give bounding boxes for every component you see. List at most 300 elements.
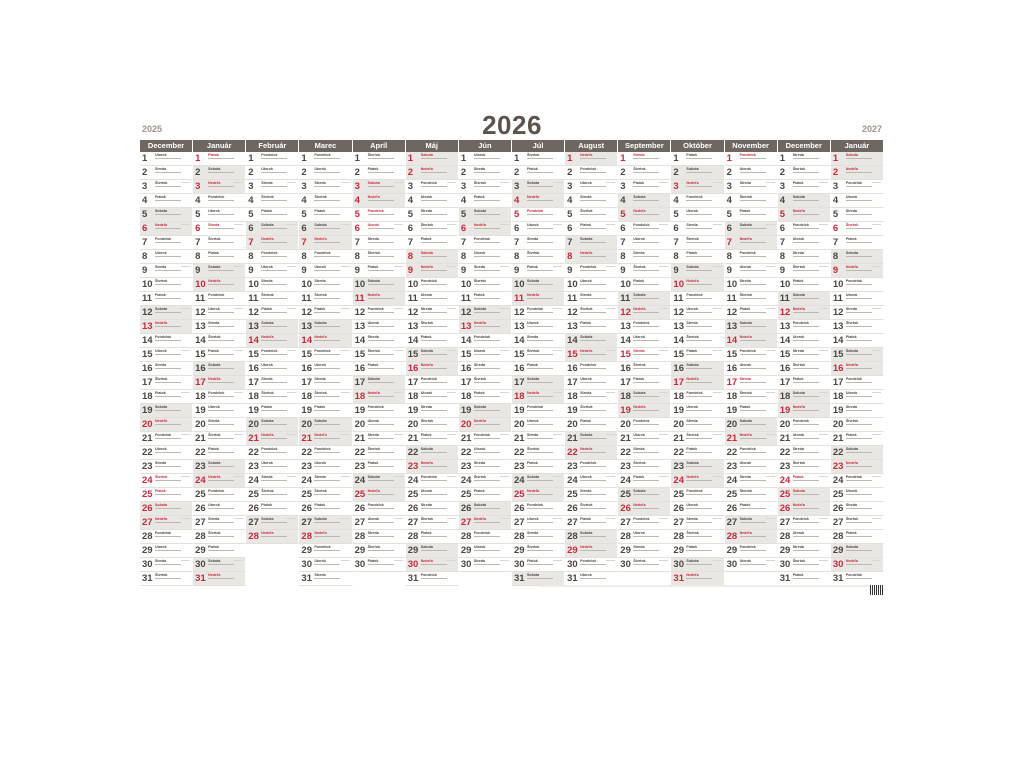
day-cell (353, 488, 406, 502)
day-cell (725, 376, 778, 390)
nameday-text (793, 326, 819, 327)
weekday-name: Utorok (261, 461, 273, 465)
weekday-name: Sobota (580, 335, 593, 339)
day-number: 14 (460, 335, 472, 346)
weekday-name: Nedeľa (633, 503, 646, 507)
day-number: 2 (248, 167, 254, 178)
day-number: 18 (673, 391, 684, 402)
nameday-text (580, 382, 606, 383)
weekday-name: Utorok (367, 419, 380, 423)
weekday-name: Nedeľa (580, 545, 593, 549)
weekday-name: Utorok (155, 153, 167, 157)
day-number: 19 (726, 405, 738, 416)
day-number: 7 (248, 237, 254, 248)
weekday-name: Piatok (633, 377, 645, 381)
weekday-name: Utorok (686, 307, 699, 311)
day-number: 9 (142, 265, 148, 276)
day-number: 13 (142, 321, 153, 332)
weekday-name: Štvrtok (739, 293, 752, 297)
day-cell (353, 530, 406, 544)
day-cell (725, 194, 778, 208)
nameday-text (261, 438, 287, 439)
weekday-name: Štvrtok (420, 419, 434, 423)
day-cell (565, 488, 618, 502)
day-cell (778, 166, 831, 180)
nameday-text (527, 508, 553, 509)
day-cell (618, 446, 671, 460)
day-number: 17 (142, 377, 153, 388)
nameday-text (527, 242, 553, 243)
weekday-name: Nedeľa (845, 559, 859, 563)
cell-fine-print (287, 182, 296, 183)
day-cell (512, 264, 565, 278)
day-cell (406, 320, 459, 334)
day-cell (778, 152, 831, 166)
weekday-name: Sobota (420, 153, 433, 157)
weekday-name: Sobota (420, 251, 433, 255)
day-cell (193, 250, 246, 264)
nameday-text (580, 326, 606, 327)
day-cell (406, 166, 459, 180)
day-number: 25 (248, 489, 259, 500)
day-cell (618, 208, 671, 222)
weekday-name: Štvrtok (580, 405, 593, 409)
weekday-name: Piatok (580, 223, 591, 227)
nameday-text (421, 382, 447, 383)
day-number: 13 (195, 321, 206, 332)
month-column (725, 140, 778, 572)
day-number: 4 (142, 195, 148, 206)
nameday-text (474, 200, 500, 201)
nameday-text (580, 298, 606, 299)
day-cell (565, 474, 618, 488)
weekday-name: Pondelok (527, 307, 544, 311)
day-cell (193, 292, 246, 306)
nameday-text (793, 214, 819, 215)
nameday-text (474, 256, 500, 257)
day-number: 1 (726, 153, 732, 164)
day-cell (778, 390, 831, 404)
nameday-text (686, 200, 712, 201)
cell-fine-print (287, 518, 296, 519)
nameday-text (740, 396, 766, 397)
day-number: 17 (673, 377, 684, 388)
weekday-name: Sobota (633, 293, 646, 297)
weekday-name: Pondelok (261, 153, 278, 157)
day-number: 1 (142, 153, 148, 164)
day-cell (778, 348, 831, 362)
weekday-name: Streda (261, 279, 273, 283)
day-cell (565, 390, 618, 404)
nameday-text (633, 298, 659, 299)
nameday-text (793, 200, 819, 201)
month-header: September (618, 140, 671, 152)
weekday-name: Utorok (155, 545, 167, 549)
nameday-text (740, 228, 766, 229)
weekday-name: Streda (208, 419, 220, 423)
weekday-name: Štvrtok (792, 363, 806, 367)
cell-fine-print (766, 350, 775, 351)
weekday-name: Utorok (633, 335, 645, 339)
day-cell (140, 418, 193, 432)
day-number: 9 (726, 265, 732, 276)
weekday-name: Streda (367, 531, 379, 535)
nameday-text (580, 550, 606, 551)
day-cell (299, 236, 352, 250)
weekday-name: Pondelok (633, 321, 650, 325)
weekday-name: Utorok (792, 531, 805, 535)
weekday-name: Streda (580, 489, 592, 493)
month-header: December (778, 140, 831, 152)
weekday-name: Štvrtok (739, 489, 752, 493)
weekday-name: Streda (261, 377, 273, 381)
nameday-text (421, 326, 447, 327)
day-number: 16 (301, 363, 312, 374)
nameday-text (793, 298, 819, 299)
nameday-text (740, 312, 766, 313)
day-number: 23 (832, 461, 844, 472)
day-cell (831, 236, 884, 250)
day-number: 30 (832, 559, 844, 570)
nameday-text (155, 550, 181, 551)
weekday-name: Utorok (367, 517, 380, 521)
day-cell (778, 502, 831, 516)
day-cell (193, 390, 246, 404)
day-cell (725, 558, 778, 572)
nameday-text (155, 508, 181, 509)
weekday-name: Štvrtok (367, 545, 380, 549)
day-number: 29 (726, 545, 738, 556)
nameday-text (633, 312, 659, 313)
nameday-text (368, 354, 394, 355)
day-cell (246, 404, 299, 418)
nameday-text (846, 578, 872, 579)
day-cell (299, 418, 352, 432)
day-cell (406, 418, 459, 432)
day-number: 10 (832, 279, 844, 290)
nameday-text (155, 396, 181, 397)
day-cell (725, 474, 778, 488)
weekday-name: Pondelok (845, 475, 863, 479)
month-header: Január (193, 140, 246, 152)
nameday-text (846, 270, 872, 271)
cell-fine-print (713, 266, 722, 267)
nameday-text (314, 494, 340, 495)
day-number: 2 (514, 167, 520, 178)
day-cell (618, 306, 671, 320)
weekday-name: Štvrtok (208, 433, 221, 437)
day-number: 27 (673, 517, 684, 528)
weekday-name: Sobota (739, 517, 752, 521)
month-header: Máj (406, 140, 459, 152)
day-cell (246, 530, 299, 544)
day-cell (618, 460, 671, 474)
weekday-name: Nedeľa (314, 531, 327, 535)
weekday-name: Sobota (208, 167, 221, 171)
weekday-name: Nedeľa (527, 293, 540, 297)
cell-fine-print (713, 182, 722, 183)
day-cell (618, 362, 671, 376)
day-cell (831, 418, 884, 432)
day-number: 17 (301, 377, 312, 388)
day-cell (140, 250, 193, 264)
day-cell (406, 362, 459, 376)
nameday-text (793, 284, 819, 285)
day-number: 24 (248, 475, 259, 486)
weekday-name: Nedeľa (473, 223, 487, 227)
weekday-name: Štvrtok (367, 251, 380, 255)
nameday-text (155, 564, 181, 565)
day-number: 19 (567, 405, 578, 416)
nameday-text (421, 368, 447, 369)
nameday-text (314, 396, 340, 397)
cell-fine-print (500, 392, 509, 393)
day-number: 27 (779, 517, 791, 528)
day-number: 20 (620, 419, 631, 430)
day-cell (459, 404, 512, 418)
day-number: 13 (832, 321, 844, 332)
weekday-name: Piatok (261, 307, 273, 311)
day-cell (512, 460, 565, 474)
nameday-text (261, 368, 287, 369)
nameday-text (580, 340, 606, 341)
day-cell (618, 236, 671, 250)
weekday-name: Štvrtok (580, 307, 593, 311)
nameday-text (846, 158, 872, 159)
cell-fine-print (394, 476, 403, 477)
day-cell (512, 558, 565, 572)
cell-fine-print (394, 308, 403, 309)
nameday-text (261, 494, 287, 495)
nameday-text (740, 466, 766, 467)
day-number: 21 (567, 433, 578, 444)
weekday-name: Pondelok (739, 251, 756, 255)
nameday-text (527, 466, 553, 467)
nameday-text (527, 368, 553, 369)
day-number: 29 (779, 545, 791, 556)
day-number: 13 (354, 321, 366, 332)
day-number: 20 (567, 419, 578, 430)
nameday-text (527, 200, 553, 201)
cell-fine-print (872, 392, 881, 393)
weekday-name: Nedeľa (261, 433, 274, 437)
nameday-text (421, 522, 447, 523)
day-number: 30 (779, 559, 791, 570)
day-number: 12 (354, 307, 366, 318)
day-cell (618, 390, 671, 404)
nameday-text (261, 270, 287, 271)
nameday-text (580, 242, 606, 243)
nameday-text (421, 158, 447, 159)
weekday-name: Nedeľa (792, 503, 805, 507)
day-cell (246, 516, 299, 530)
nameday-text (208, 536, 234, 537)
weekday-name: Piatok (845, 531, 857, 535)
day-cell (671, 544, 724, 558)
day-cell (565, 208, 618, 222)
nameday-text (155, 270, 181, 271)
nameday-text (580, 452, 606, 453)
nameday-text (633, 214, 659, 215)
day-cell (565, 334, 618, 348)
day-number: 21 (142, 433, 153, 444)
cell-fine-print (713, 350, 722, 351)
nameday-text (314, 564, 340, 565)
day-number: 24 (460, 475, 472, 486)
weekday-name: Štvrtok (155, 475, 168, 479)
day-number: 28 (460, 531, 472, 542)
nameday-text (474, 312, 500, 313)
day-cell (299, 404, 352, 418)
nameday-text (368, 214, 394, 215)
day-cell (193, 502, 246, 516)
cell-fine-print (394, 560, 403, 561)
nameday-text (368, 312, 394, 313)
nameday-text (474, 438, 500, 439)
day-cell (618, 348, 671, 362)
day-cell (831, 502, 884, 516)
nameday-text (368, 550, 394, 551)
day-cell (512, 530, 565, 544)
nameday-text (846, 564, 872, 565)
nameday-text (740, 522, 766, 523)
day-cell (406, 222, 459, 236)
weekday-name: Sobota (527, 279, 540, 283)
day-number: 1 (673, 153, 679, 164)
day-cell (618, 432, 671, 446)
day-number: 19 (832, 405, 844, 416)
weekday-name: Piatok (367, 167, 379, 171)
day-cell (140, 236, 193, 250)
cell-fine-print (181, 350, 190, 351)
day-number: 6 (726, 223, 732, 234)
day-cell (193, 460, 246, 474)
nameday-text (846, 228, 872, 229)
weekday-name: Piatok (633, 279, 645, 283)
day-cell (193, 516, 246, 530)
day-number: 3 (195, 181, 201, 192)
weekday-name: Utorok (845, 489, 858, 493)
day-number: 31 (195, 573, 206, 584)
day-number: 28 (620, 531, 631, 542)
day-cell (193, 488, 246, 502)
day-cell (618, 544, 671, 558)
weekday-name: Štvrtok (314, 391, 327, 395)
nameday-text (633, 522, 659, 523)
nameday-text (686, 270, 712, 271)
weekday-name: Utorok (792, 237, 805, 241)
weekday-name: Piatok (208, 545, 219, 549)
nameday-text (633, 382, 659, 383)
day-cell (193, 278, 246, 292)
day-number: 18 (354, 391, 366, 402)
day-cell (831, 474, 884, 488)
nameday-text (155, 172, 181, 173)
weekday-name: Pondelok (314, 153, 331, 157)
day-cell (299, 516, 352, 530)
nameday-text (686, 298, 712, 299)
day-number: 3 (407, 181, 413, 192)
day-cell (459, 180, 512, 194)
nameday-text (740, 438, 766, 439)
nameday-text (740, 200, 766, 201)
day-cell (353, 348, 406, 362)
weekday-name: Streda (314, 377, 326, 381)
day-cell (565, 530, 618, 544)
day-number: 28 (673, 531, 684, 542)
nameday-text (155, 242, 181, 243)
day-number: 24 (779, 475, 791, 486)
nameday-text (155, 214, 181, 215)
cell-fine-print (659, 434, 668, 435)
weekday-name: Štvrtok (367, 447, 380, 451)
day-number: 25 (354, 489, 366, 500)
nameday-text (368, 298, 394, 299)
weekday-name: Sobota (845, 349, 859, 353)
day-number: 18 (248, 391, 259, 402)
cell-fine-print (766, 476, 775, 477)
nameday-text (208, 242, 234, 243)
nameday-text (474, 480, 500, 481)
day-number: 16 (514, 363, 525, 374)
cell-fine-print (553, 308, 562, 309)
day-cell (512, 152, 565, 166)
weekday-name: Pondelok (633, 419, 650, 423)
day-number: 19 (407, 405, 419, 416)
nameday-text (527, 550, 553, 551)
nameday-text (261, 158, 287, 159)
nameday-text (314, 424, 340, 425)
day-cell (565, 376, 618, 390)
nameday-text (421, 172, 447, 173)
weekday-name: Piatok (208, 153, 219, 157)
weekday-name: Utorok (527, 517, 539, 521)
nameday-text (474, 452, 500, 453)
day-number: 31 (142, 573, 153, 584)
day-cell (459, 306, 512, 320)
day-cell (406, 180, 459, 194)
weekday-name: Sobota (792, 391, 805, 395)
nameday-text (261, 480, 287, 481)
day-cell (565, 502, 618, 516)
nameday-text (474, 494, 500, 495)
weekday-name: Streda (155, 167, 167, 171)
day-number: 23 (301, 461, 312, 472)
weekday-name: Sobota (314, 419, 327, 423)
day-number: 10 (142, 279, 153, 290)
nameday-text (208, 438, 234, 439)
nameday-text (261, 508, 287, 509)
weekday-name: Piatok (792, 475, 804, 479)
nameday-text (208, 466, 234, 467)
day-cell (140, 320, 193, 334)
cell-fine-print (234, 518, 243, 519)
cell-fine-print (447, 308, 456, 309)
cell-fine-print (606, 350, 615, 351)
nameday-text (527, 564, 553, 565)
month-header: August (565, 140, 618, 152)
day-number: 26 (142, 503, 153, 514)
day-number: 20 (301, 419, 312, 430)
nameday-text (368, 340, 394, 341)
cell-fine-print (713, 560, 722, 561)
month-header: Jún (459, 140, 512, 152)
day-cell (831, 334, 884, 348)
weekday-name: Nedeľa (420, 265, 433, 269)
nameday-text (261, 214, 287, 215)
day-number: 17 (248, 377, 259, 388)
nameday-text (793, 396, 819, 397)
